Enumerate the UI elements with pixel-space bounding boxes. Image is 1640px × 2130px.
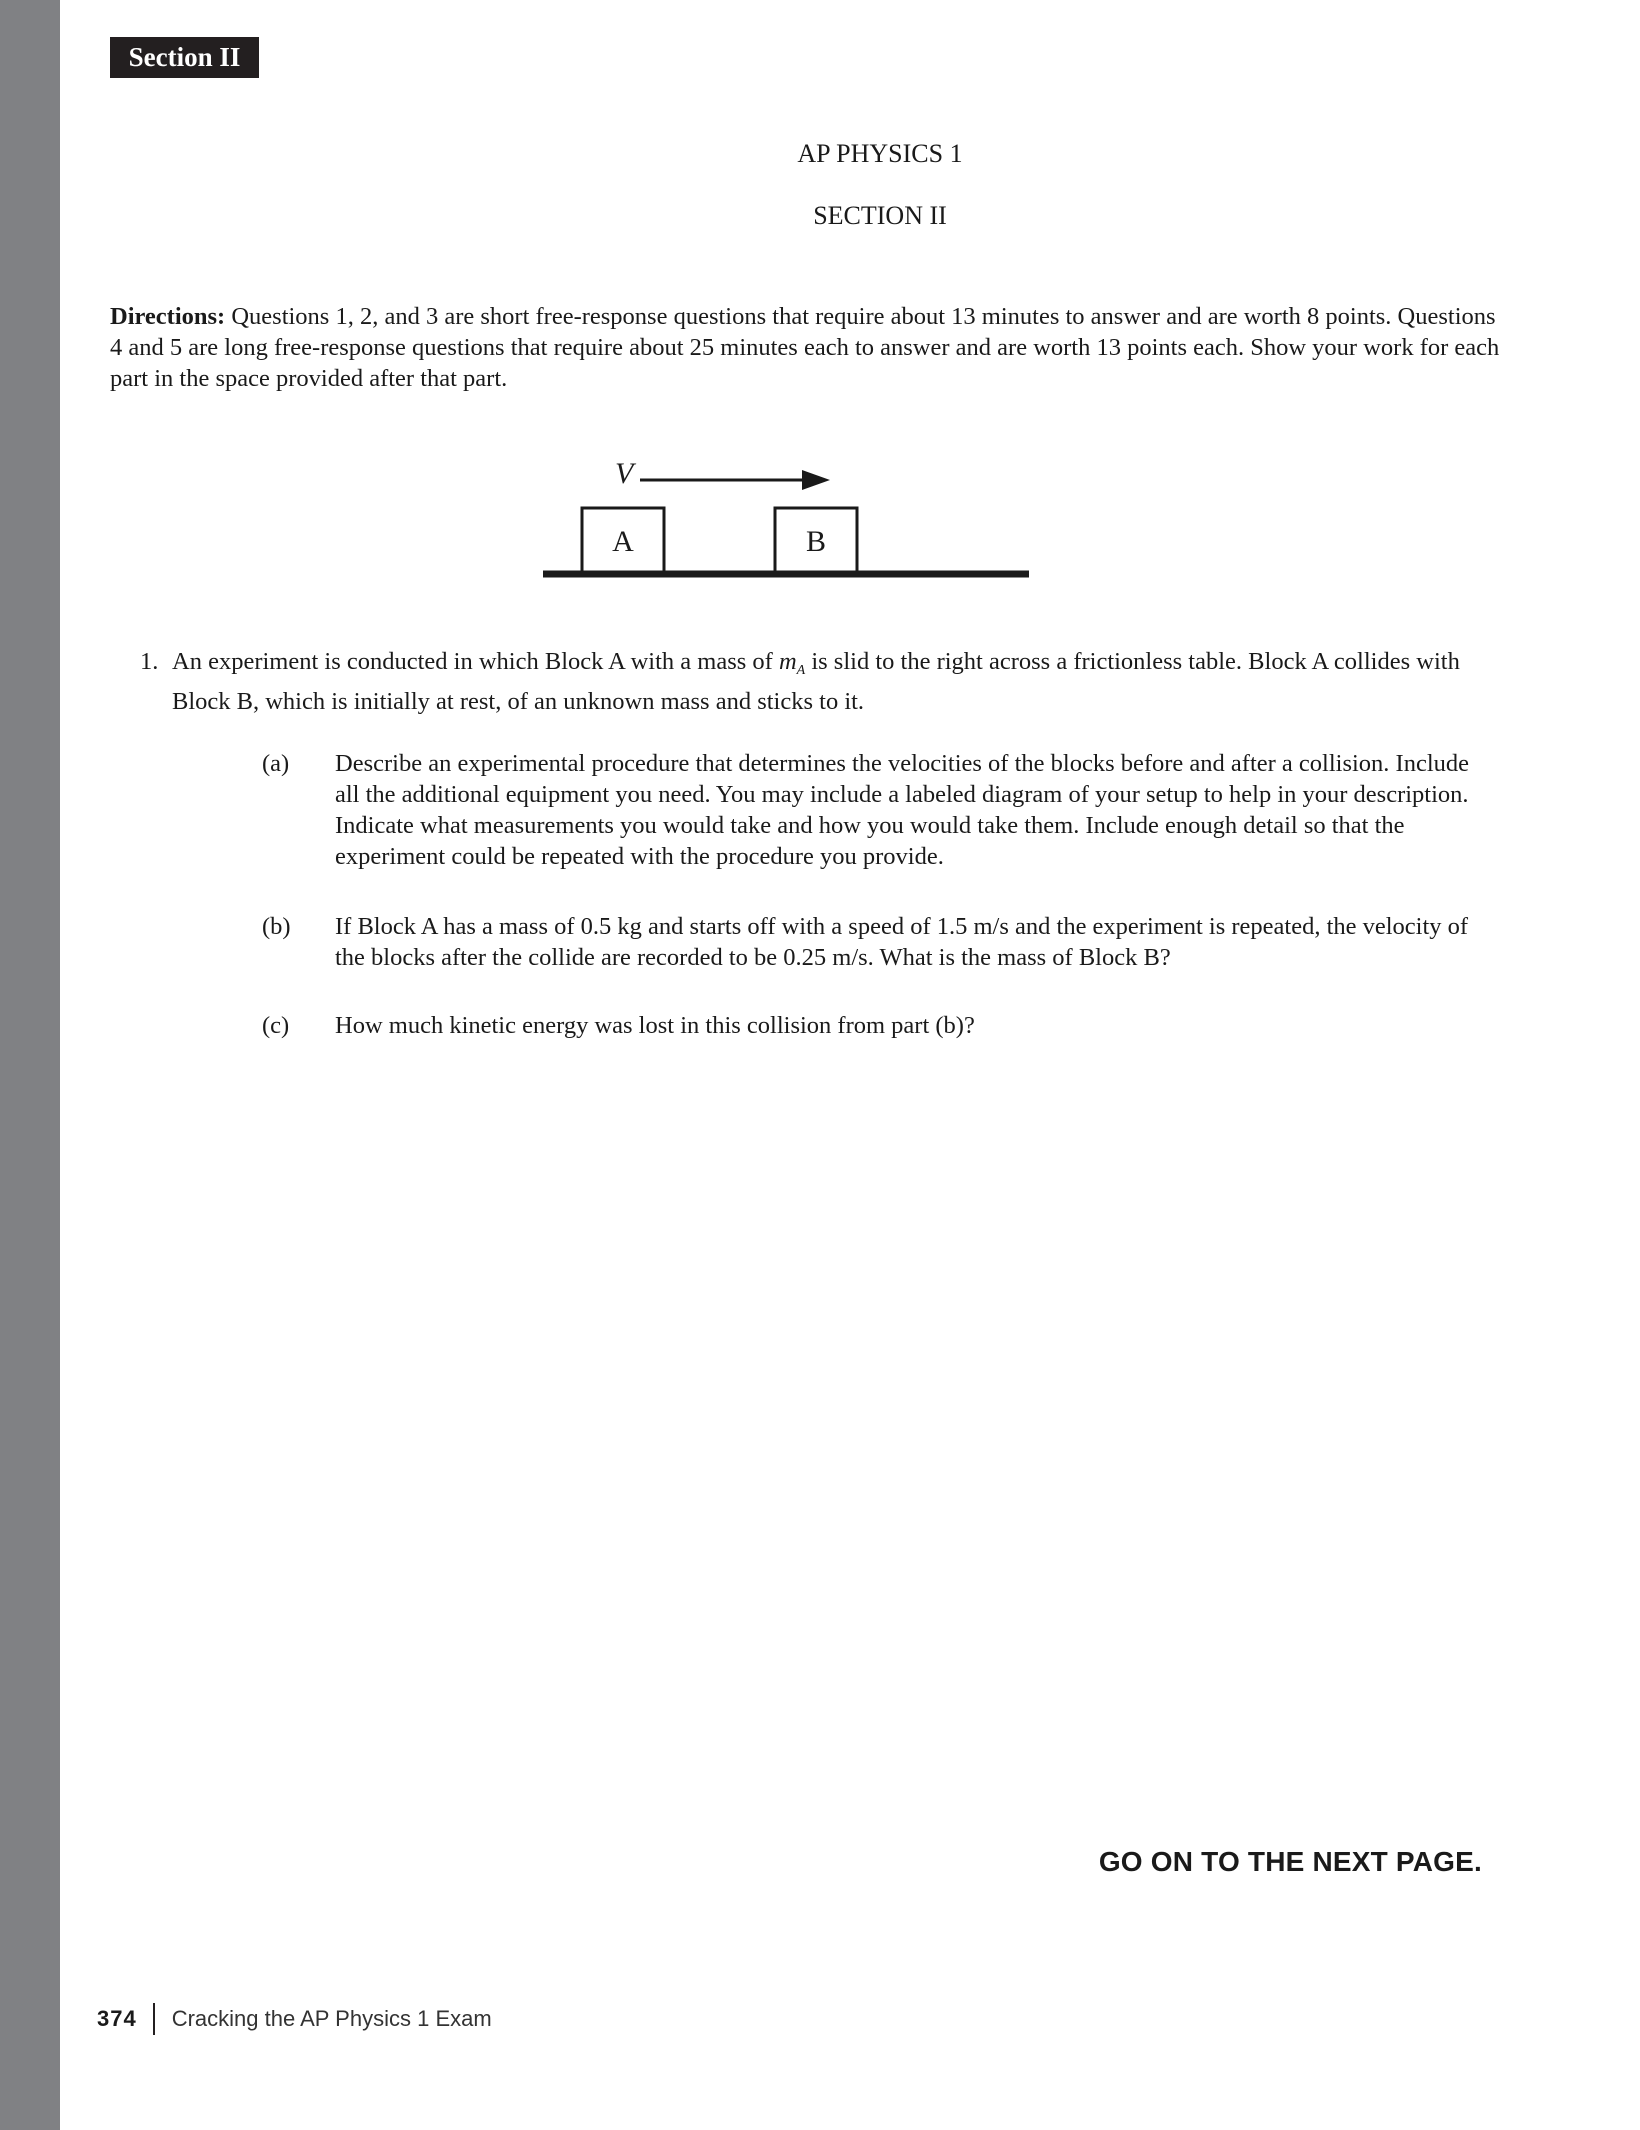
question-1 <box>140 646 1480 717</box>
part-label: (c) <box>262 1012 290 1039</box>
page-edge-bar <box>0 0 60 2130</box>
block-b-label: B <box>805 525 827 558</box>
part-text: If Block A has a mass of 0.5 kg and starts off with a speed of 1.5 m/s and the experiment is repeated, the velocity of the blocks after the collide are recorded to be 0.25 m/s. What is the mass of Block B? <box>335 913 1469 971</box>
velocity-label: V <box>615 457 634 490</box>
part-text: Describe an experimental procedure that determines the velocities of the blocks before and after a collision. Include all the additional equipment you need. You may include a labeled diagram of your setup to help in your description. Indicate what measurements you would take and how you would take them. Include enough detail so that the experiment could be repeated with the procedure you provide. <box>335 750 1470 870</box>
go-on-next-page: GO ON TO THE NEXT PAGE. <box>1098 1846 1482 1877</box>
question-number: 1. <box>140 648 159 675</box>
block-a-label: A <box>612 525 634 558</box>
question-text-after: is slid to the right across a frictionless table. Block A collides with Block B, which is initially at rest, of an unknown mass and sticks to it. <box>172 648 1460 715</box>
part-label: (b) <box>262 913 291 940</box>
directions-text: Questions 1, 2, and 3 are short free-response questions that require about 13 minutes to answer and are worth 8 points. Questions 4 and 5 are long free-response questions that require about 25 minutes each to answer and are worth 13 points each. Show your work for each part in the space provided after that part. <box>110 303 1500 392</box>
page-number: 374 <box>97 2006 137 2031</box>
section-tab: Section II <box>110 37 259 78</box>
directions <box>110 301 1510 394</box>
directions-lead: Directions: <box>110 303 226 330</box>
mass-symbol: m <box>778 648 797 675</box>
question-text-before: An experiment is conducted in which Block A with a mass of <box>172 648 779 675</box>
book-title: Cracking the AP Physics 1 Exam <box>171 2006 492 2031</box>
mass-subscript: A <box>796 663 806 678</box>
part-text: How much kinetic energy was lost in this collision from part (b)? <box>335 1012 975 1039</box>
question-part-a <box>262 748 1492 872</box>
footer-divider <box>153 2003 155 2035</box>
part-label: (a) <box>262 750 290 777</box>
collision-diagram <box>540 450 1050 590</box>
exam-title: AP PHYSICS 1 <box>797 139 963 168</box>
page-footer <box>97 2003 492 2035</box>
question-part-b <box>262 911 1492 973</box>
section-title: SECTION II <box>813 201 947 230</box>
question-part-c <box>262 1010 1492 1041</box>
velocity-arrow-head <box>802 470 830 490</box>
